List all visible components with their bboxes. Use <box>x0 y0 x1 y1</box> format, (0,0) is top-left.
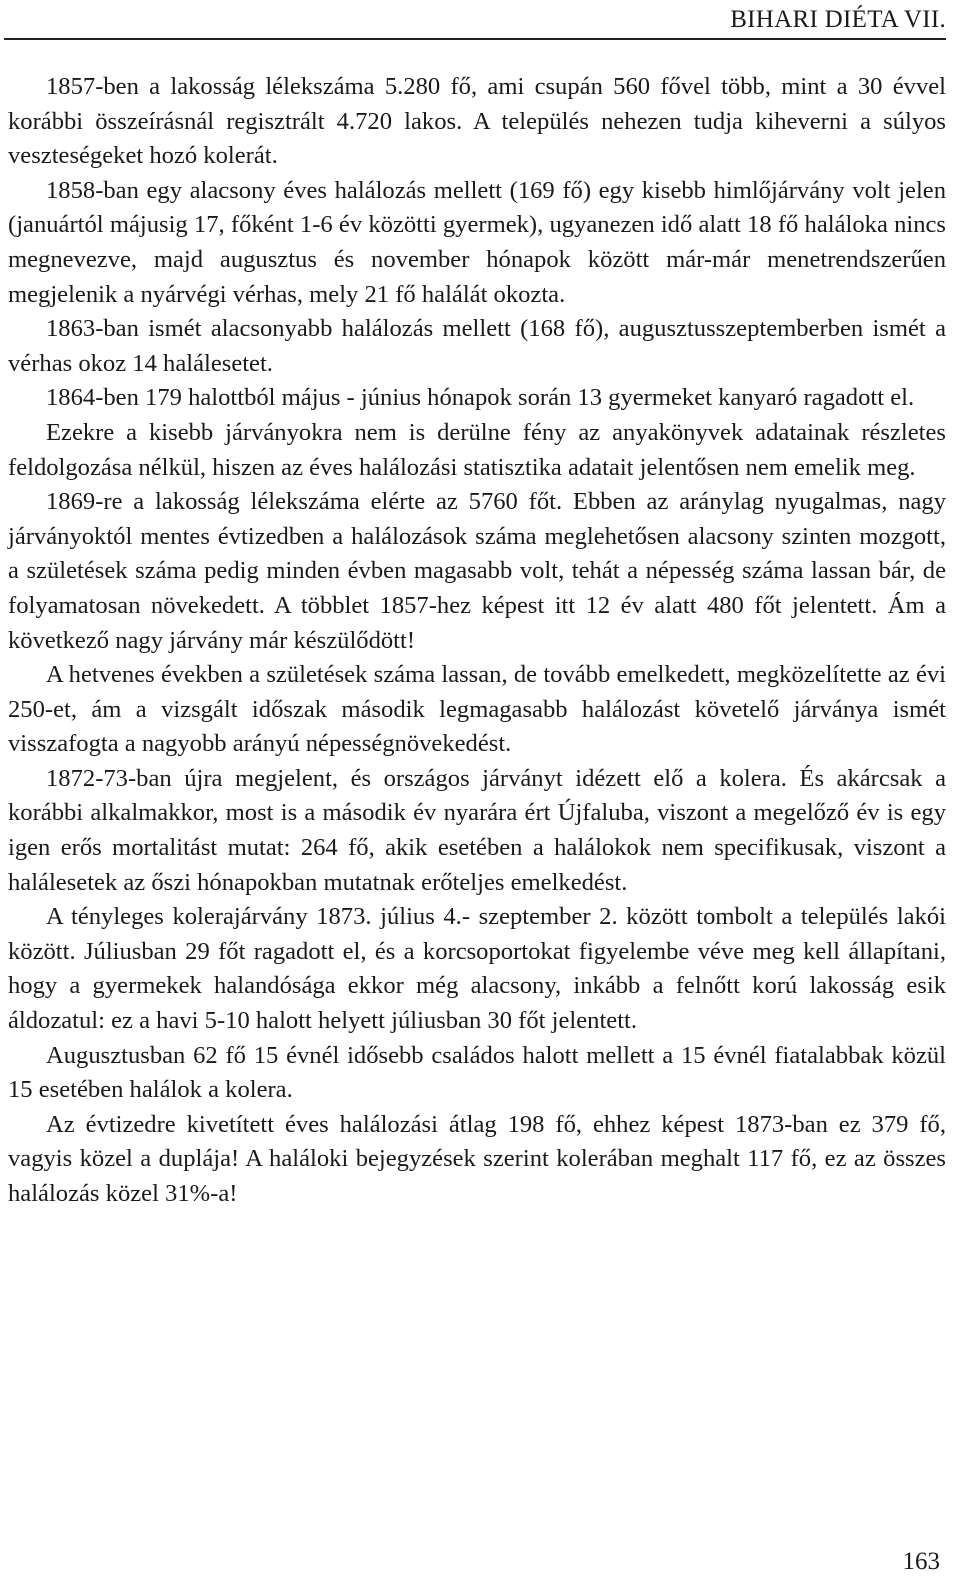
paragraph: Augusztusban 62 fő 15 évnél idősebb családos halott mellett a 15 évnél fiatalabbak közül 15 esetében halálok a kolera. <box>8 1041 946 1104</box>
paragraph: 1869-re a lakosság lélekszáma elérte az 5760 főt. Ebben az aránylag nyugalmas, nagy járványoktól mentes évtizedben a halálozások száma meglehetősen alacsony szinten mozgott, a születések száma pedig minden évben magasabb volt, tehát a népesség száma lassan bár, de folyamatosan növekedett. A többlet 1857-hez képest itt 12 év alatt 480 főt jelentett. Ám a következő nagy járvány már készülődött! <box>8 488 946 654</box>
header-divider <box>4 38 946 40</box>
page-number: 163 <box>902 1548 940 1575</box>
paragraph: A tényleges kolerajárvány 1873. július 4.- szeptember 2. között tombolt a település lakói között. Júliusban 29 főt ragadott el, és a korcsoportokat figyelembe véve meg kell állapítani, hogy a gyermekek halandósága ekkor még alacsony, inkább a felnőtt korú lakosság esik áldozatul: ez a havi 5-10 halott helyett júliusban 30 főt jelentett. <box>8 903 946 1035</box>
paragraph: Az évtizedre kivetített éves halálozási átlag 198 fő, ehhez képest 1873-ban ez 379 fő, vagyis közel a duplája! A haláloki bejegyzések szerint kolerában meghalt 117 fő, ez az összes halálozás közel 31%-a! <box>8 1110 946 1207</box>
paragraph: Ezekre a kisebb járványokra nem is derülne fény az anyakönyvek adatainak részletes feldolgozása nélkül, hiszen az éves halálozási statisztika adatait jelentősen nem emelik meg. <box>8 418 946 481</box>
body-text <box>8 70 946 1212</box>
paragraph: 1863-ban ismét alacsonyabb halálozás mellett (168 fő), augusztusszeptemberben ismét a vérhas okoz 14 halálesetet. <box>8 315 946 377</box>
paragraph: 1864-ben 179 halottból május - június hónapok során 13 gyermeket kanyaró ragadott el. <box>46 384 915 412</box>
paragraph: 1857-ben a lakosság lélekszáma 5.280 fő, ami csupán 560 fővel több, mint a 30 évvel korábbi összeírásnál regisztrált 4.720 lakos. A település nehezen tudja kiheverni a súlyos veszteségeket hozó kolerát. <box>8 73 946 170</box>
running-header: BIHARI DIÉTA VII. <box>730 6 946 33</box>
paragraph: A hetvenes években a születések száma lassan, de tovább emelkedett, megközelítette az évi 250-et, ám a vizsgált időszak második legmagasabb halálozást követelő járványa ismét visszafogta a nagyobb arányú népességnövekedést. <box>8 661 946 758</box>
paragraph: 1858-ban egy alacsony éves halálozás mellett (169 fő) egy kisebb himlőjárvány volt jelen (januártól májusig 17, főként 1-6 év közötti gyermek), ugyanezen idő alatt 18 fő haláloka nincs megnevezve, majd augusztus és november hónapok között már-már menetrendszerűen megjelenik a nyárvégi vérhas, mely 21 fő halálát okozta. <box>8 176 946 308</box>
paragraph: 1872-73-ban újra megjelent, és országos járványt idézett elő a kolera. És akárcsak a korábbi alkalmakkor, most is a második év nyarára ért Újfaluba, viszont a megelőző év is egy igen erős mortalitást mutat: 264 fő, akik esetében a halálokok nem specifikusak, viszont a halálesetek az őszi hónapokban mutatnak erőteljes emelkedést. <box>8 764 946 896</box>
